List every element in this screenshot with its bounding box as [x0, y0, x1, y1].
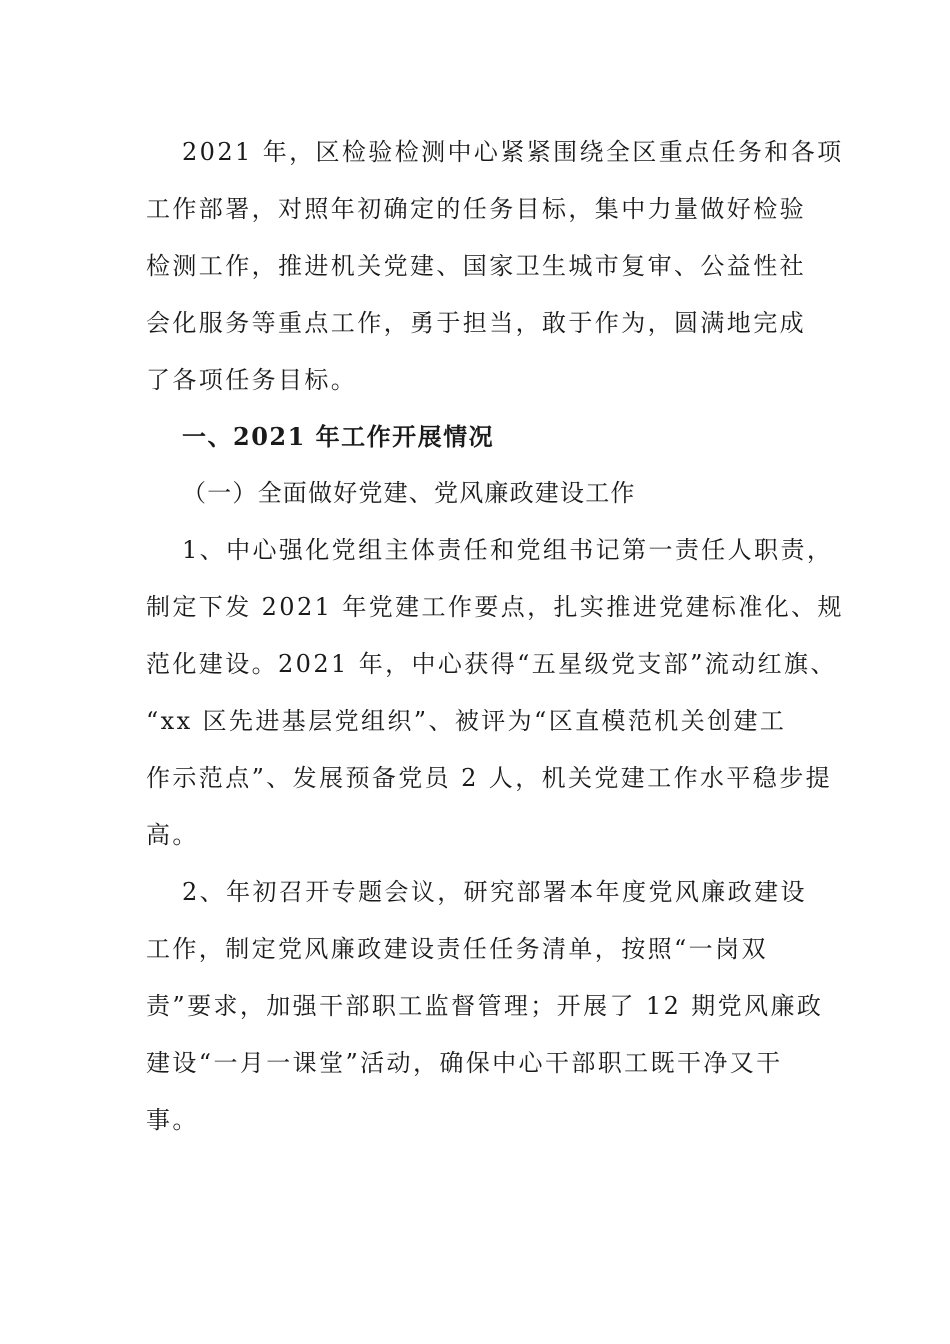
item1-line-5: 作示范点”、发展预备党员 2 人，机关党建工作水平稳步提	[146, 764, 832, 792]
item2-line-1: 2、年初召开专题会议，研究部署本年度党风廉政建设	[182, 878, 807, 906]
item2-line-5: 事。	[146, 1106, 199, 1134]
intro-line-2: 工作部署，对照年初确定的任务目标，集中力量做好检验	[146, 195, 806, 223]
intro-line-4: 会化服务等重点工作，勇于担当，敢于作为，圆满地完成	[146, 309, 806, 337]
item1-line-1: 1、中心强化党组主体责任和党组书记第一责任人职责，	[182, 536, 834, 564]
intro-line-5: 了各项任务目标。	[146, 366, 358, 394]
item2-line-2: 工作，制定党风廉政建设责任任务清单，按照“一岗双	[146, 935, 768, 963]
item1-line-6: 高。	[146, 821, 199, 849]
subsection-heading: （一）全面做好党建、党风廉政建设工作	[182, 479, 636, 507]
item1-line-3: 范化建设。2021 年，中心获得“五星级党支部”流动红旗、	[146, 650, 837, 678]
item2-line-3: 责”要求，加强干部职工监督管理；开展了 12 期党风廉政	[146, 992, 824, 1020]
item2-line-4: 建设“一月一课堂”活动，确保中心干部职工既干净又干	[146, 1049, 783, 1077]
item1-line-4: “xx 区先进基层党组织”、被评为“区直模范机关创建工	[146, 707, 787, 735]
section-heading: 一、2021 年工作开展情况	[182, 422, 495, 451]
intro-line-1: 2021 年，区检验检测中心紧紧围绕全区重点任务和各项	[182, 138, 844, 166]
item1-line-2: 制定下发 2021 年党建工作要点，扎实推进党建标准化、规	[146, 593, 844, 621]
intro-line-3: 检测工作，推进机关党建、国家卫生城市复审、公益性社	[146, 252, 806, 280]
